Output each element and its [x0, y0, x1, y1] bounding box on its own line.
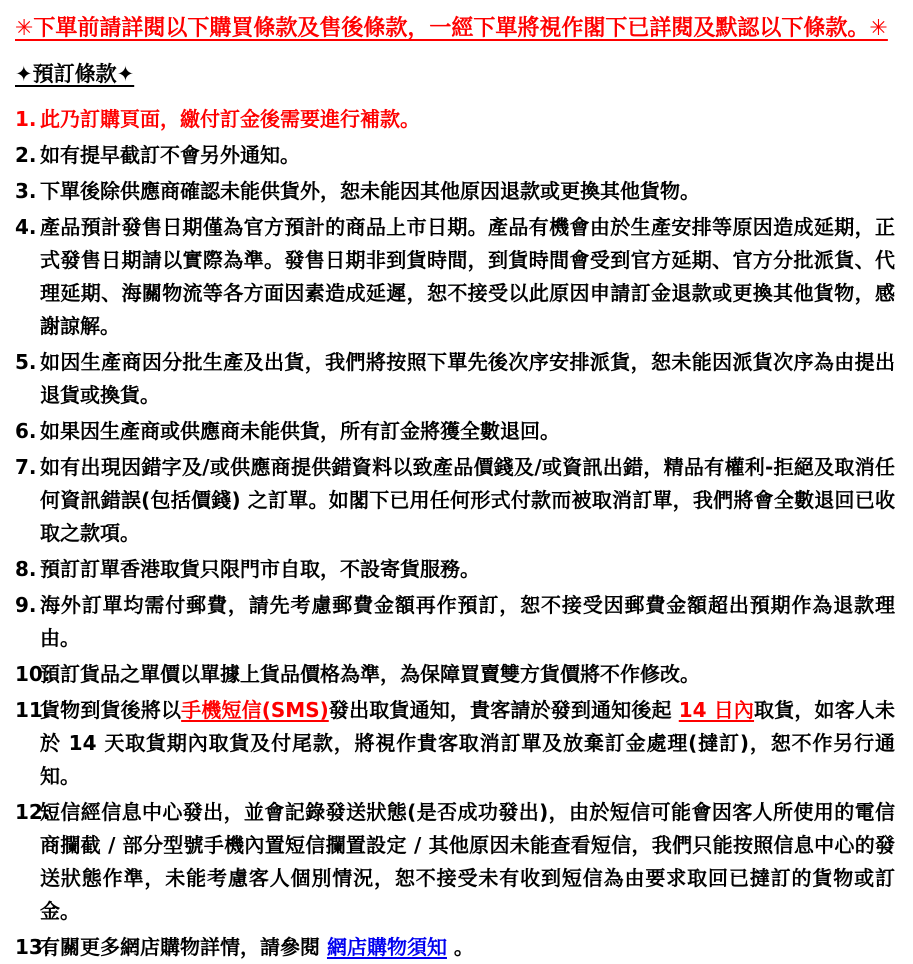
term-text: 如因生產商因分批生產及出貨，我們將按照下單先後次序安排派貨，恕未能因派貨次序為由提出退貨或換貨。	[40, 350, 895, 407]
term-text: 此乃訂購頁面，繳付訂金後需要進行補款。	[40, 107, 420, 131]
term-text: 產品預計發售日期僅為官方預計的商品上市日期。產品有機會由於生產安排等原因造成延期，正式發售日期請以實際為準。發售日期非到貨時間，到貨時間會受到官方延期、官方分批派貨、代理延期、海關物流等各方面因素造成延遲，恕不接受以此原因申請訂金退款或更換其他貨物，感謝諒解。	[40, 215, 895, 338]
term-item-2	[15, 139, 895, 172]
term-text: 海外訂單均需付郵費，請先考慮郵費金額再作預訂，恕不接受因郵費金額超出預期作為退款理由。	[40, 593, 895, 650]
term-item-12	[15, 796, 895, 928]
section-title-row	[15, 58, 895, 91]
term-item-7	[15, 451, 895, 550]
terms-list	[15, 103, 895, 964]
term-item-4	[15, 211, 895, 343]
term-number: 3.	[15, 179, 37, 203]
term-number: 8.	[15, 557, 37, 581]
term-text-segment: 發出取貨通知，貴客請於發到通知後起	[328, 698, 679, 722]
term-text: 如有出現因錯字及/或供應商提供錯資料以致產品價錢及/或資訊出錯，精品有權利-拒絕及取消任何資訊錯誤(包括價錢) 之訂單。如閣下已用任何形式付款而被取消訂單，我們將會全數退回已收取之款項。	[40, 455, 895, 545]
term-text-segment: 有關更多網店購物詳情，請參閱	[40, 935, 327, 959]
term-item-3	[15, 175, 895, 208]
term-text: 如果因生產商或供應商未能供貨，所有訂金將獲全數退回。	[40, 419, 560, 443]
term-number: 2.	[15, 143, 37, 167]
term-item-1	[15, 103, 895, 136]
term-text	[40, 698, 895, 788]
store-shopping-guide-link[interactable]: 網店購物須知	[326, 935, 447, 959]
term-number: 10.	[15, 662, 51, 686]
term-item-9	[15, 589, 895, 655]
pickup-deadline-highlight: 14 日內	[678, 698, 755, 722]
term-text: 短信經信息中心發出，並會記錄發送狀態(是否成功發出)，由於短信可能會因客人所使用的電信商攔截 / 部分型號手機內置短信攔置設定 / 其他原因未能查看短信，我們只能按照信息中心的發送狀態作準，未能考慮客人個別情況，恕不接受未有收到短信為由要求取回已撻訂的貨物或訂金。	[40, 800, 895, 923]
term-text: 預訂貨品之單價以單據上貨品價格為準，為保障買賣雙方貨價將不作修改。	[40, 662, 700, 686]
term-number: 12.	[15, 800, 51, 824]
term-number: 7.	[15, 455, 37, 479]
term-number: 11.	[15, 698, 51, 722]
term-text: 如有提早截訂不會另外通知。	[40, 143, 300, 167]
term-text: 下單後除供應商確認未能供貨外，恕未能因其他原因退款或更換其他貨物。	[40, 179, 700, 203]
term-text-segment: 取貨，如客人未於 14 天取貨期內取貨及付尾款，將視作貴客取消訂單及放棄訂金處理(撻訂)，恕不作另行通知。	[40, 698, 896, 788]
term-number: 9.	[15, 593, 37, 617]
term-number: 4.	[15, 215, 37, 239]
term-text	[40, 935, 474, 959]
term-item-10	[15, 658, 895, 691]
section-title: ✦預訂條款✦	[15, 62, 135, 86]
term-number: 5.	[15, 350, 37, 374]
term-text-segment: 貨物到貨後將以	[40, 698, 182, 722]
term-item-6	[15, 415, 895, 448]
term-item-11	[15, 694, 895, 793]
sms-highlight: 手機短信(SMS)	[181, 698, 329, 722]
term-text-segment: 。	[446, 935, 474, 959]
term-text: 預訂訂單香港取貨只限門市自取，不設寄貨服務。	[40, 557, 480, 581]
term-item-5	[15, 346, 895, 412]
notice-banner: ✳下單前請詳閱以下購買條款及售後條款，一經下單將視作閣下已詳閱及默認以下條款。✳	[15, 16, 888, 41]
term-number: 6.	[15, 419, 37, 443]
term-item-8	[15, 553, 895, 586]
term-number: 13.	[15, 935, 51, 959]
term-number: 1.	[15, 107, 37, 131]
